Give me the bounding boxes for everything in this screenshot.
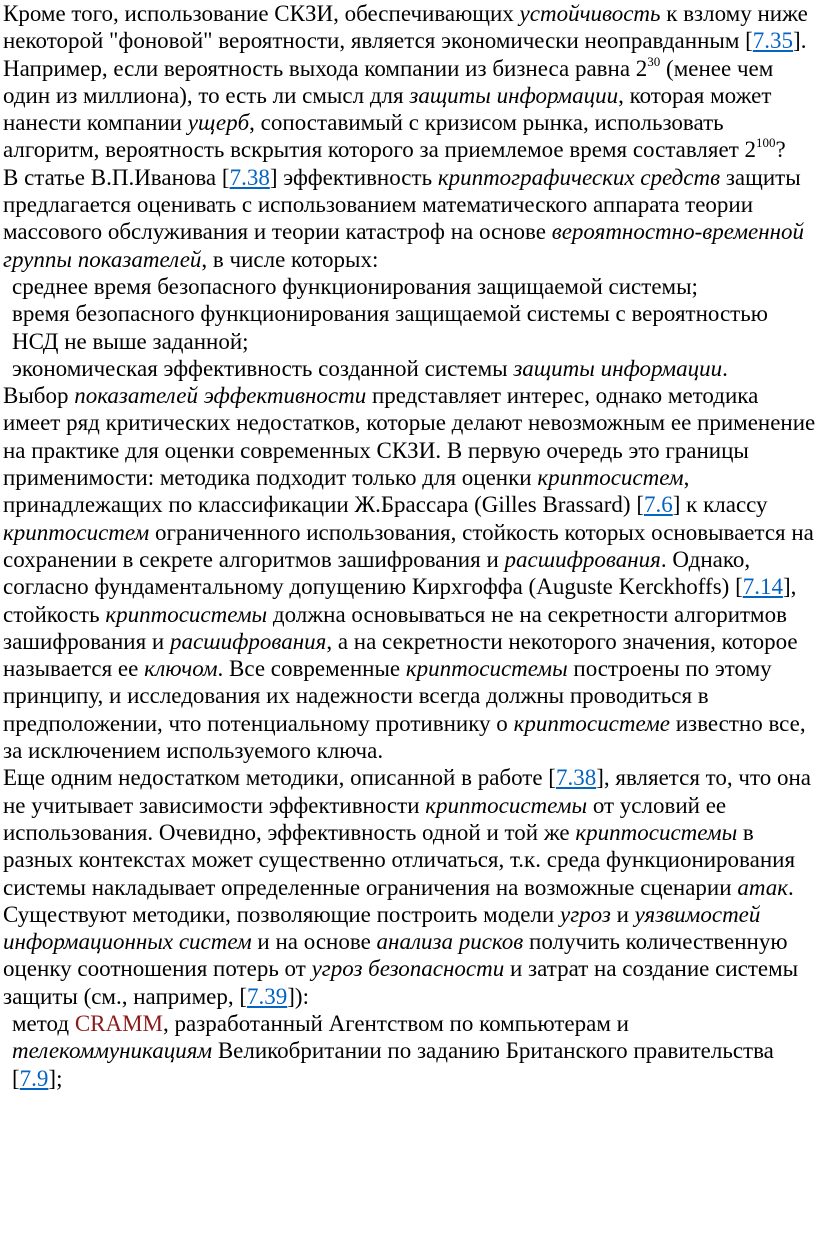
exponent: 30 — [647, 53, 661, 69]
list-item: время безопасного функционирования защищаемой системы с вероятностью НСД не выше заданной; — [12, 301, 768, 354]
term: анализа рисков — [376, 929, 524, 955]
term: ущерб — [187, 110, 250, 136]
term: криптосистемы — [425, 792, 588, 818]
term: расшифрования — [504, 546, 661, 572]
paragraph-5: Существуют методики, позволяющие построить модели угроз и уязвимостей информационных систем и на основе анализа рисков получить количественную оценку соотношения потерь от угроз безопасности и затрат на создание системы защиты (см., например, [7.39]): — [3, 901, 799, 1009]
term: угроз безопасности — [311, 956, 505, 982]
paragraph-3: Выбор показателей эффективности представляет интерес, однако методика имеет ряд критических недостатков, которые делают невозможным ее применение на практике для оценки современных СКЗИ. В первую очередь это границы применимости: методика подходит только для оценки криптосистем, принадлежащих по классификации Ж.Брассара (Gilles Brassard) [7.6] к классу криптосистем ограниченного использования, стойкость которых основывается на сохранении в секрете алгоритмов зашифрования и расшифрования. Однако, согласно фундаментальному допущению Кирхгоффа (Auguste Kerckhoffs) [7.14], стойкость криптосистемы должна основываться не на секретности алгоритмов зашифрования и расшифрования, а на секретности некоторого значения, которое называется ее ключом. Все современные криптосистемы построены по этому принципу, и исследования их надежности всегда должны проводиться в предположении, что потенциальному противнику о криптосистеме известно все, за исключением используемого ключа. — [3, 383, 816, 764]
reference-link[interactable]: 7.35 — [752, 28, 794, 54]
list-item: метод CRAMM, разработанный Агентством по компьютерам и телекоммуникациям Великобритании по заданию Британского правительства [7.9]; — [12, 1010, 774, 1091]
paragraph-2: В статье В.П.Иванова [7.38] эффективность криптографических средств защиты предлагается оценивать с использованием математического аппарата теории массового обслуживания и теории катастроф на основе вероятностно-временной группы показателей, в числе которых: — [3, 164, 805, 272]
term: уязвимостей информационных систем — [3, 901, 761, 955]
term: криптосистем — [537, 465, 684, 491]
term: устойчивость — [519, 1, 661, 26]
term: криптосистеме — [513, 710, 670, 736]
paragraph-4: Еще одним недостатком методики, описанной в работе [7.38], является то, что она не учитывает зависимости эффективности криптосистемы от условий ее использования. Очевидно, эффективность одной и той же криптосистемы в разных контекстах может существенно отличаться, т.к. среда функционирования системы накладывает определенные ограничения на возможные сценарии атак. — [3, 765, 811, 900]
reference-link[interactable]: 7.14 — [742, 574, 783, 600]
term: вероятностно-временной группы показателей — [3, 219, 805, 272]
term: атак — [737, 874, 788, 900]
term: криптосистемы — [575, 819, 738, 845]
term: защиты информации — [513, 355, 723, 381]
term: криптосистемы — [105, 601, 268, 627]
reference-link[interactable]: 7.38 — [229, 164, 270, 190]
list-item: экономическая эффективность созданной системы защиты информации. — [12, 355, 728, 381]
reference-link[interactable]: 7.6 — [644, 492, 673, 518]
reference-link[interactable]: 7.38 — [555, 765, 597, 791]
method-name: CRAMM — [74, 1010, 164, 1036]
term: криптосистем — [3, 519, 150, 545]
term: телекоммуникациям — [12, 1038, 213, 1064]
paragraph-1: Кроме того, использование СКЗИ, обеспечивающих устойчивость к взлому ниже некоторой "фоновой" вероятности, является экономически неоправданным [7.35]. Например, если вероятность выхода компании из бизнеса равна $2^{30}$ (менее чем один из миллиона), то есть ли смысл для защиты информации, которая может нанести компании ущерб, сопоставимый с кризисом рынка, использовать алгоритм, вероятность вскрытия которого за приемлемое время составляет $2^{100}$? — [3, 1, 808, 163]
term: ключом — [144, 656, 218, 682]
exponent: 100 — [756, 135, 776, 151]
term: расшифрования — [170, 628, 327, 654]
term: показателей эффективности — [74, 383, 367, 409]
reference-link[interactable]: 7.9 — [19, 1065, 49, 1091]
list-item: среднее время безопасного функционирования защищаемой системы; — [12, 273, 698, 299]
term: защиты информации — [409, 82, 619, 108]
term: угроз — [560, 901, 611, 927]
term: криптосистемы — [405, 656, 568, 682]
reference-link[interactable]: 7.39 — [247, 983, 288, 1009]
term: криптографических средств — [437, 164, 721, 190]
